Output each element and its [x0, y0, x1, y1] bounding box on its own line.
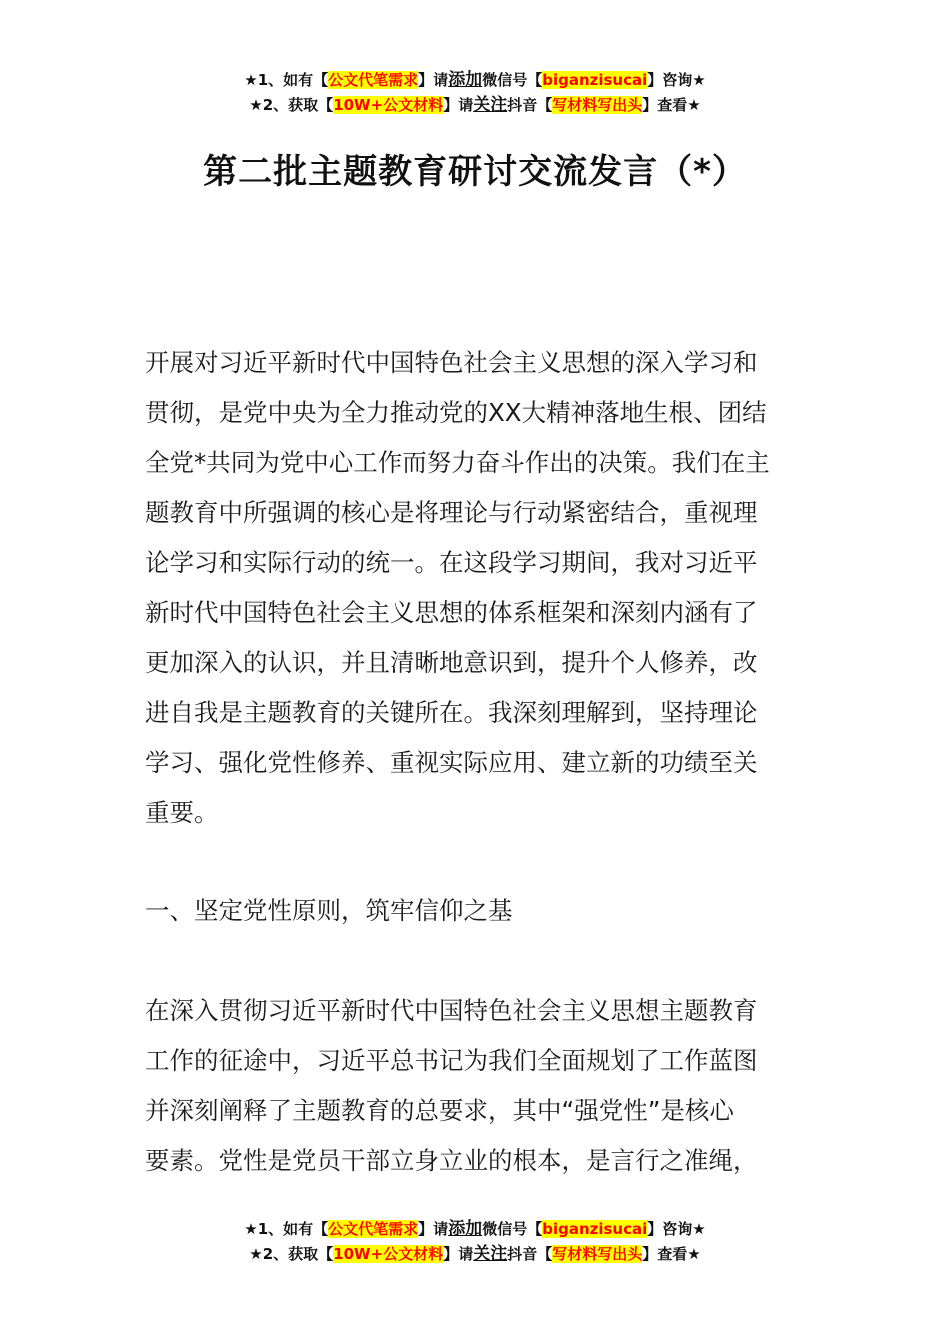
text-line: 开展对习近平新时代中国特色社会主义思想的深入学习和 [145, 348, 758, 377]
banner-text: 】请 [443, 96, 474, 114]
paragraph-section-1 [145, 986, 810, 1186]
heading-text: 一、坚定党性原则，筑牢信仰之基 [145, 896, 513, 925]
banner-text: 】查看★ [642, 1245, 701, 1263]
text-line: 工作的征途中，习近平总书记为我们全面规划了工作蓝图 [145, 1046, 758, 1075]
text-line: 论学习和实际行动的统一。在这段学习期间，我对习近平 [145, 548, 758, 577]
banner-emphasis: 添加 [448, 70, 483, 90]
text-line: 重要。 [145, 798, 219, 827]
banner-highlight: biganzisucai [542, 71, 648, 89]
banner-line-1 [0, 68, 950, 93]
text-line: 进自我是主题教育的关键所在。我深刻理解到，坚持理论 [145, 698, 758, 727]
banner-highlight: 10W+公文材料 [333, 1245, 444, 1263]
top-banner [0, 68, 950, 118]
text-line: 要素。党性是党员干部立身立业的根本，是言行之准绳， [145, 1146, 758, 1175]
banner-line-2 [0, 1242, 950, 1267]
text-line: 更加深入的认识，并且清晰地意识到，提升个人修养，改 [145, 648, 758, 677]
banner-highlight: 公文代笔需求 [328, 1220, 419, 1238]
banner-text: ★2、获取【 [249, 96, 334, 114]
bottom-banner [0, 1217, 950, 1267]
banner-text: 】请 [418, 71, 449, 89]
banner-emphasis: 关注 [473, 95, 508, 115]
banner-text: 】咨询★ [647, 71, 706, 89]
banner-text: 微信号【 [482, 71, 543, 89]
banner-text: 微信号【 [482, 1220, 543, 1238]
banner-text: 】查看★ [642, 96, 701, 114]
banner-text: 】咨询★ [647, 1220, 706, 1238]
banner-text: ★1、如有【 [244, 1220, 329, 1238]
banner-highlight: 公文代笔需求 [328, 71, 419, 89]
text-line: 新时代中国特色社会主义思想的体系框架和深刻内涵有了 [145, 598, 758, 627]
text-line: 贯彻，是党中央为全力推动党的XX大精神落地生根、团结 [145, 398, 767, 427]
banner-highlight: 写材料写出头 [552, 1245, 643, 1263]
text-line: 学习、强化党性修养、重视实际应用、建立新的功绩至关 [145, 748, 758, 777]
banner-text: ★1、如有【 [244, 71, 329, 89]
banner-emphasis: 关注 [473, 1244, 508, 1264]
banner-text: 抖音【 [507, 1245, 553, 1263]
banner-highlight: biganzisucai [542, 1220, 648, 1238]
banner-highlight: 10W+公文材料 [333, 96, 444, 114]
text-line: 在深入贯彻习近平新时代中国特色社会主义思想主题教育 [145, 996, 758, 1025]
section-heading [145, 886, 810, 936]
banner-highlight: 写材料写出头 [552, 96, 643, 114]
document-title: 第二批主题教育研讨交流发言（*） [203, 152, 747, 192]
banner-text: 】请 [443, 1245, 474, 1263]
banner-line-1 [0, 1217, 950, 1242]
banner-emphasis: 添加 [448, 1219, 483, 1239]
banner-text: 】请 [418, 1220, 449, 1238]
paragraph-intro [145, 338, 810, 838]
text-line: 并深刻阐释了主题教育的总要求，其中“强党性”是核心 [145, 1096, 734, 1125]
text-line: 全党*共同为党中心工作而努力奋斗作出的决策。我们在主 [145, 448, 770, 477]
banner-text: ★2、获取【 [249, 1245, 334, 1263]
banner-text: 抖音【 [507, 96, 553, 114]
text-line: 题教育中所强调的核心是将理论与行动紧密结合，重视理 [145, 498, 758, 527]
banner-line-2 [0, 93, 950, 118]
